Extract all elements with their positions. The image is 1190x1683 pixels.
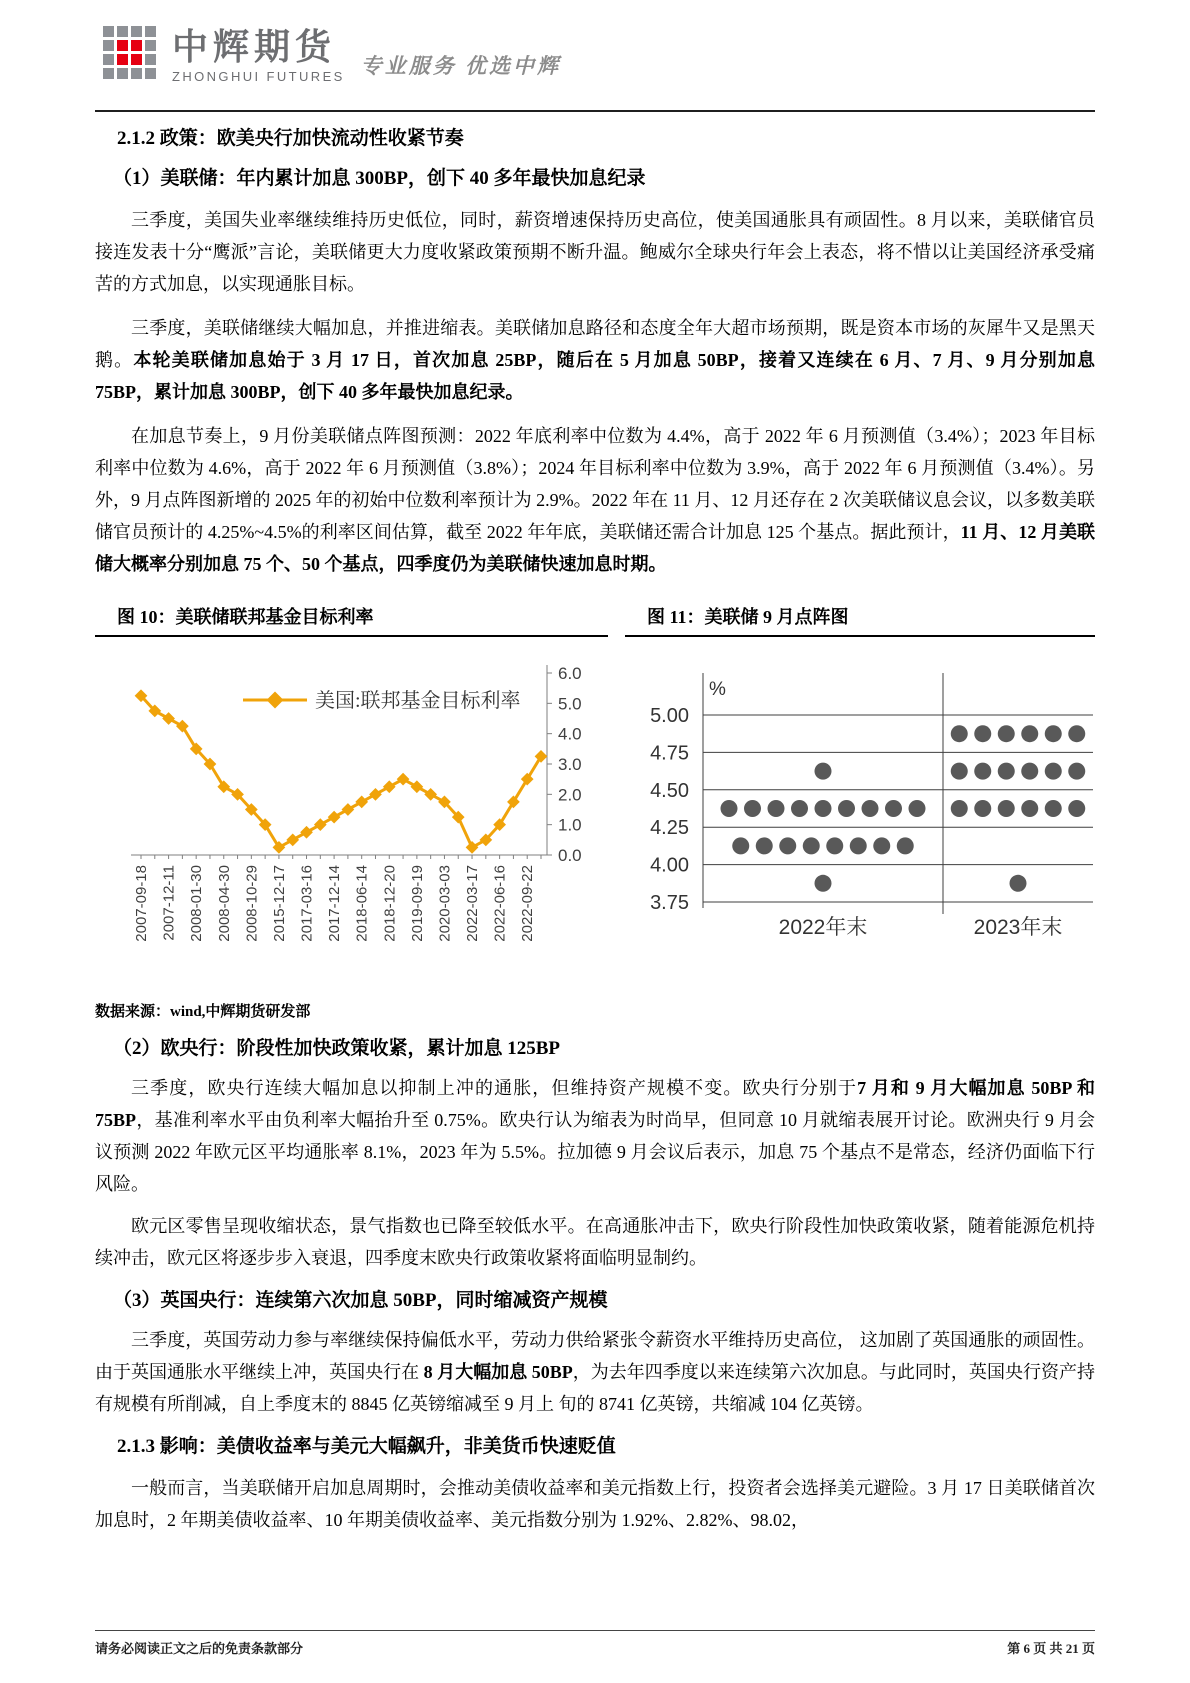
svg-text:2022-06-16: 2022-06-16 <box>491 865 509 942</box>
subsection-heading-boe: （3）英国央行：连续第六次加息 50BP，同时缩减资产规模 <box>113 1290 608 1311</box>
paragraph-impact: 一般而言，当美联储开启加息周期时，会推动美债收益率和美元指数上行，投资者会选择美元避险。3 月 17 日美联储首次加息时，2 年期美债收益率、10 年期美债收益率、美元指数分别为 1.92%、2.82%、98.02， <box>95 1478 1095 1530</box>
figure-11 <box>625 606 1095 948</box>
svg-text:2018-06-14: 2018-06-14 <box>353 865 371 942</box>
figure-10 <box>95 606 608 948</box>
svg-text:5.0: 5.0 <box>558 694 582 714</box>
footer-divider <box>95 1630 1095 1631</box>
footer-page-number: 第 6 页 共 21 页 <box>1007 1641 1095 1656</box>
svg-text:0.0: 0.0 <box>558 846 582 865</box>
fed-september-dot-plot <box>625 637 1095 948</box>
svg-text:2018-12-20: 2018-12-20 <box>381 865 399 942</box>
logo-name-en: ZHONGHUI FUTURES <box>172 69 345 84</box>
paragraph-ecb: 三季度，欧央行连续大幅加息以抑制上冲的通胀，但维持资产规模不变。欧央行分别于7 月和 9 月大幅加息 50BP 和 75BP，基准利率水平由负利率大幅抬升至 0.75%。欧央行认为缩表为时尚早，但同意 10 月就缩表展开讨论。欧洲央行 9 月会议预测 2022 年欧元区平均通胀率 8.1%，2023 年为 5.5%。拉加德 9 月会议后表示，加息 75 个基点不是常态，经济仍面临下行风险。 <box>95 1078 1095 1194</box>
svg-text:4.50: 4.50 <box>650 779 689 802</box>
svg-text:6.0: 6.0 <box>558 664 582 683</box>
paragraph-fed-overview: 三季度，美国失业率继续维持历史低位，同时，薪资增速保持历史高位，使美国通胀具有顽固性。8 月以来，美联储官员接连发表十分“鹰派”言论，美联储更大力度收紧政策预期不断升温。鲍威尔全球央行年会上表态，将不惜以让美国经济承受痛苦的方式加息，以实现通胀目标。 <box>95 210 1095 294</box>
logo-name-cn: 中辉期货 <box>172 27 337 67</box>
svg-text:4.75: 4.75 <box>650 742 689 765</box>
svg-text:2017-12-14: 2017-12-14 <box>326 865 344 942</box>
subsection-heading-ecb: （2）欧央行：阶段性加快政策收紧，累计加息 125BP <box>113 1038 561 1059</box>
svg-text:4.00: 4.00 <box>650 854 689 877</box>
svg-text:2008-10-29: 2008-10-29 <box>243 865 261 942</box>
footer-disclaimer: 请务必阅读正文之后的免责条款部分 <box>95 1641 304 1656</box>
svg-text:美国:联邦基金目标利率: 美国:联邦基金目标利率 <box>315 690 521 712</box>
svg-text:2017-03-16: 2017-03-16 <box>298 865 316 942</box>
svg-text:2022-03-17: 2022-03-17 <box>464 865 482 942</box>
section-heading-impact: 2.1.3 影响：美债收益率与美元大幅飙升，非美货币快速贬值 <box>117 1436 616 1457</box>
svg-text:2008-04-30: 2008-04-30 <box>215 865 233 942</box>
svg-text:4.25: 4.25 <box>650 817 689 840</box>
section-heading-policy: 2.1.2 政策：欧美央行加快流动性收紧节奏 <box>117 128 464 149</box>
figure-10-caption: 图 10：美联储联邦基金目标利率 <box>95 606 608 637</box>
svg-text:2007-12-11: 2007-12-11 <box>160 865 178 941</box>
fed-funds-rate-line-chart <box>95 637 608 948</box>
paragraph-boe: 三季度，英国劳动力参与率继续保持偏低水平，劳动力供给紧张令薪资水平维持历史高位， 这加剧了英国通胀的顽固性。由于英国通胀水平继续上冲，英国央行在 8 月大幅加息 50BP，为去年四季度以来连续第六次加息。与此同时，英国央行资产持有规模有所削减，自上季度末的 8845 亿英镑缩减至 9 月上 旬的 8741 亿英镑，共缩减 104 亿英镑。 <box>95 1330 1095 1414</box>
figure-11-caption: 图 11：美联储 9 月点阵图 <box>625 606 1095 637</box>
svg-text:2.0: 2.0 <box>558 785 582 805</box>
company-logo-text <box>172 29 345 83</box>
svg-text:3.75: 3.75 <box>650 892 689 914</box>
report-body <box>95 112 1095 1536</box>
svg-text:2023年末: 2023年末 <box>973 916 1063 939</box>
svg-text:2020-03-03: 2020-03-03 <box>436 865 454 942</box>
svg-text:5.00: 5.00 <box>650 705 689 727</box>
data-source-note: 数据来源：wind,中辉期货研发部 <box>95 1004 311 1020</box>
svg-text:2019-09-19: 2019-09-19 <box>408 865 426 942</box>
svg-text:4.0: 4.0 <box>558 724 582 744</box>
figure-row <box>95 606 1095 948</box>
svg-text:2015-12-17: 2015-12-17 <box>270 865 288 942</box>
page-footer <box>95 1638 1095 1657</box>
paragraph-fed-dotplot: 在加息节奏上，9 月份美联储点阵图预测：2022 年底利率中位数为 4.4%，高于 2022 年 6 月预测值（3.4%）；2023 年目标利率中位数为 4.6%，高于 2022 年 6 月预测值（3.8%）；2024 年目标利率中位数为 3.9%，高于 2022 年 6 月预测值（3.4%）。另外，9 月点阵图新增的 2025 年的初始中位数利率预计为 2.9%。2022 年在 11 月、12 月还存在 2 次美联储议息会议，以多数美联储官员预计的 4.25%~4.5%的利率区间估算，截至 2022 年年底，美联储还需合计加息 125 个基点。据此预计，11 月、12 月美联储大概率分别加息 75 个、50 个基点，四季度仍为美联储快速加息时期。 <box>95 426 1095 574</box>
subsection-heading-fed: （1）美联储：年内累计加息 300BP，创下 40 多年最快加息纪录 <box>113 168 646 189</box>
svg-text:2022-09-22: 2022-09-22 <box>519 865 537 942</box>
page-header <box>103 26 561 83</box>
paragraph-fed-hikes: 三季度，美联储继续大幅加息，并推进缩表。美联储加息路径和态度全年大超市场预期，既是资本市场的灰犀牛又是黑天鹅。本轮美联储加息始于 3 月 17 日，首次加息 25BP，随后在 5 月加息 50BP，接着又连续在 6 月、7 月、9 月分别加息 75BP，累计加息 300BP，创下 40 多年最快加息纪录。 <box>95 318 1096 402</box>
svg-text:1.0: 1.0 <box>558 815 582 835</box>
svg-text:2022年末: 2022年末 <box>778 916 868 939</box>
company-logo-icon <box>103 26 156 79</box>
svg-text:3.0: 3.0 <box>558 755 582 774</box>
svg-text:%: % <box>709 679 726 700</box>
svg-text:2007-09-18: 2007-09-18 <box>133 865 150 942</box>
logo-tagline: 专业服务 优选中辉 <box>360 54 561 78</box>
paragraph-eurozone: 欧元区零售呈现收缩状态，景气指数也已降至较低水平。在高通胀冲击下，欧央行阶段性加快政策收紧，随着能源危机持续冲击，欧元区将逐步步入衰退，四季度末欧央行政策收紧将面临明显制约。 <box>95 1216 1095 1268</box>
svg-text:2008-01-30: 2008-01-30 <box>188 865 206 942</box>
